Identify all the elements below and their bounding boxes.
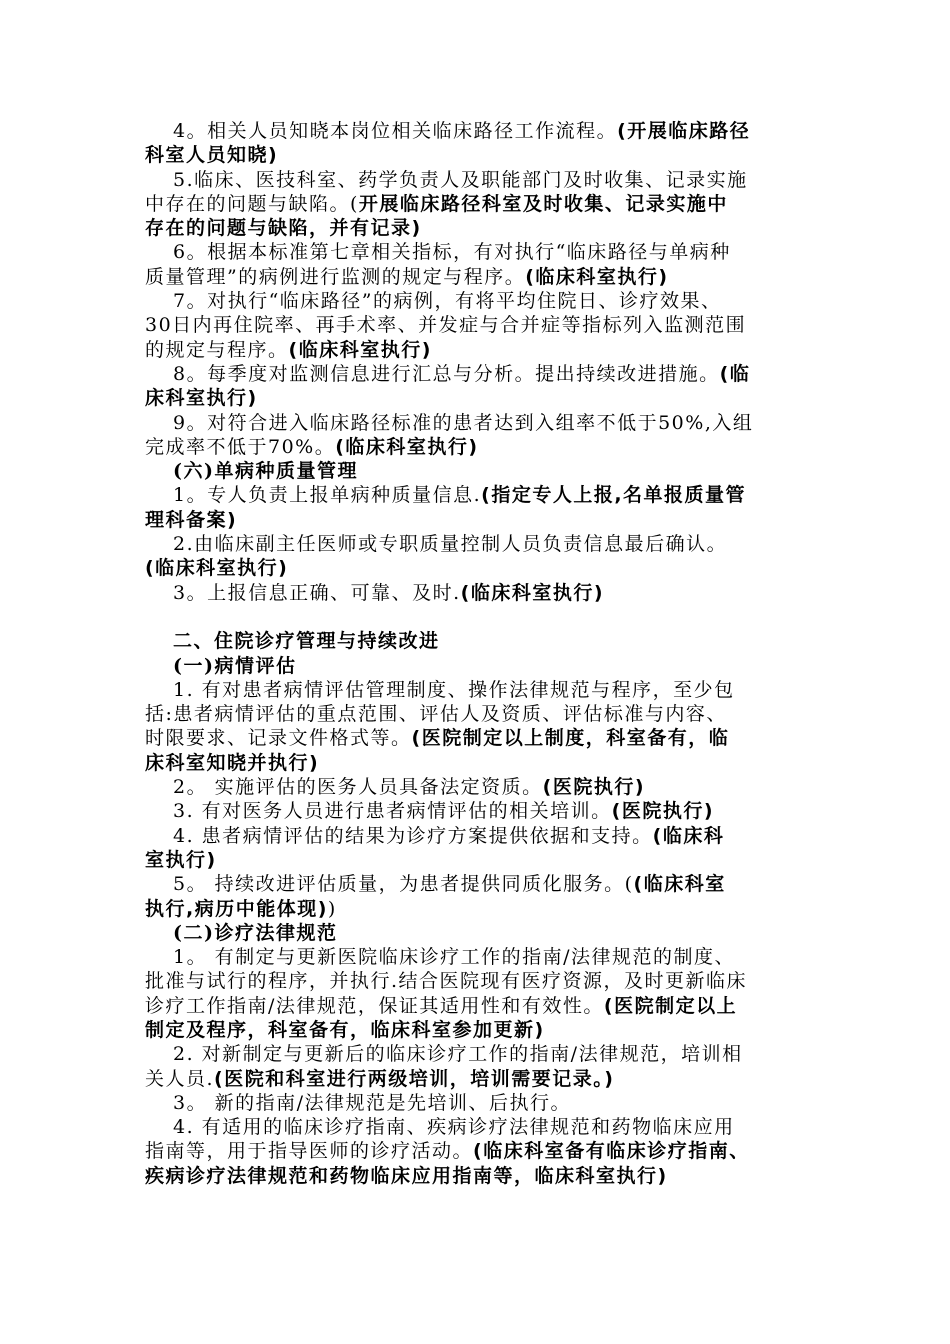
text-line [145,945,807,969]
requirement-note: (临床科室执行) [335,435,479,458]
paragraph [145,824,807,873]
text-line [145,775,807,799]
body-text: 2。 实施评估的医务人员具备法定资质。 [173,776,543,799]
text-line [145,581,807,605]
text-line [145,338,807,362]
text-line [145,751,807,775]
text-line [145,411,807,435]
text-line [145,1067,807,1091]
text-line [145,386,807,410]
paragraph [145,532,807,581]
text-line [145,508,807,532]
paragraph [145,411,807,460]
document-page [145,119,807,1188]
blank-line [145,605,807,629]
text-line [145,1164,807,1188]
requirement-note: (医院制定以上制度，科室备有，临 [411,727,730,750]
subsection-heading: (二)诊疗法律规范 [173,921,338,944]
body-text: 5。 持续改进评估质量，为患者提供同质化服务。( [173,873,634,896]
body-text: 3. 有对医务人员进行患者病情评估的相关培训。 [173,800,612,823]
body-text: 批准与试行的程序，并执行.结合医院现有医疗资源，及时更新临床 [145,970,748,993]
text-line [145,435,807,459]
text-line [145,1139,807,1163]
text-line [145,726,807,750]
body-text: 1。专人负责上报单病种质量信息. [173,484,482,507]
requirement-note: 理科备案) [145,508,238,531]
requirement-note: (医院和科室进行两级培训，培训需要记录。) [214,1067,615,1090]
requirement-note: 床科室执行) [145,387,258,410]
text-line [145,265,807,289]
text-line [145,143,807,167]
body-text: 2.由临床副主任医师或专职质量控制人员负责信息最后确认。 [173,533,728,556]
subsection-heading: (六)单病种质量管理 [173,460,358,483]
requirement-note: 室执行) [145,848,217,871]
text-line [145,119,807,143]
requirement-note: 制定及程序，科室备有，临床科室参加更新) [145,1018,545,1041]
requirement-note: (临 [719,362,751,385]
body-text: 3。上报信息正确、可靠、及时. [173,581,461,604]
paragraph [145,1042,807,1091]
text-line [145,289,807,313]
text-line [145,799,807,823]
text-line [145,994,807,1018]
paragraph [145,799,807,823]
text-line [145,702,807,726]
body-text: 4。相关人员知晓本岗位相关临床路径工作流程。 [173,120,618,142]
subsection-heading: (一)病情评估 [173,654,297,677]
paragraph [145,775,807,799]
requirement-note: (临床科室执行) [525,265,669,288]
paragraph [145,168,807,241]
body-text: 的规定与程序。 [145,338,289,361]
text-line [145,192,807,216]
text-line [145,1115,807,1139]
paragraph [145,483,807,532]
requirement-note: (医院制定以上 [603,994,738,1017]
text-line [145,824,807,848]
paragraph [145,872,807,921]
requirement-note: (开展临床路径 [617,120,751,142]
requirement-note: (临床科室执行) [460,581,605,604]
body-text: 3。 新的指南/法律规范是先培训、后执行。 [173,1091,572,1114]
body-text: 质量管理”的病例进行监测的规定与程序。 [145,265,526,288]
body-text: 中存在的问题与缺陷。( [145,192,359,215]
text-line [145,678,807,702]
body-text: 指南等，用于指导医师的诊疗活动。 [145,1140,474,1163]
text-line [145,362,807,386]
text-line [145,556,807,580]
text-line [145,532,807,556]
requirement-note: (医院执行) [542,776,646,799]
body-text: 6。根据本标准第七章相关指标，有对执行“临床路径与单病种 [173,241,731,264]
body-text: 1。 有制定与更新医院临床诊疗工作的指南/法律规范的制度、 [173,946,736,969]
body-text: 7。对执行“临床路径”的病例，有将平均住院日、诊疗效果、 [173,290,722,313]
body-text: 8。每季度对监测信息进行汇总与分析。提出持续改进措施。 [173,362,720,385]
body-text: 1. 有对患者病情评估管理制度、操作法律规范与程序，至少包 [173,678,735,701]
requirement-note: (临床科室 [633,873,726,896]
body-text: 9。对符合进入临床路径标准的患者达到入组率不低于50%,入组 [173,411,754,434]
requirement-note: 科室人员知晓) [145,144,279,167]
paragraph [145,240,807,289]
paragraph [145,581,807,605]
paragraph [145,945,807,1042]
text-line [145,1018,807,1042]
body-text: 30日内再住院率、再手术率、并发症与合并症等指标列入监测范围 [145,314,747,337]
requirement-note: 开展临床路径科室及时收集、记录实施中 [358,192,728,215]
body-text: ) [327,897,337,920]
text-line [145,969,807,993]
section-heading: 二、住院诊疗管理与持续改进 [173,630,440,653]
text-line [145,483,807,507]
requirement-note: 床科室知晓并执行) [145,751,320,774]
requirement-note: (临床科室执行) [288,338,432,361]
text-line [145,897,807,921]
paragraph [145,1115,807,1188]
body-text: 完成率不低于70%。 [145,435,336,458]
text-line [145,1091,807,1115]
text-line [145,216,807,240]
requirement-note: (指定专人上报,名单报质量管 [481,484,747,507]
text-line [145,313,807,337]
requirement-note: (临床科室执行) [145,557,289,580]
body-text: 4. 患者病情评估的结果为诊疗方案提供依据和支持。 [173,824,653,847]
requirement-note: (医院执行) [611,800,715,823]
text-line [145,1042,807,1066]
body-text: 括:患者病情评估的重点范围、评估人及资质、评估标准与内容、 [145,703,727,726]
paragraph [145,1091,807,1115]
body-text: 诊疗工作指南/法律规范，保证其适用性和有效性。 [145,994,604,1017]
body-text: 2. 对新制定与更新后的临床诊疗工作的指南/法律规范，培训相 [173,1043,743,1066]
paragraph [145,289,807,362]
requirement-note: 执行,病历中能体现) [145,897,328,920]
paragraph [145,678,807,775]
requirement-note: (临床科室备有临床诊疗指南、 [473,1140,750,1163]
text-line [145,848,807,872]
requirement-note: 存在的问题与缺陷，并有记录) [145,217,422,240]
paragraph [145,119,807,168]
body-text: 关人员. [145,1067,215,1090]
text-line [145,240,807,264]
paragraph [145,362,807,411]
requirement-note: (临床科 [652,824,725,847]
body-text: 时限要求、记录文件格式等。 [145,727,412,750]
requirement-note: 疾病诊疗法律规范和药物临床应用指南等，临床科室执行) [145,1164,668,1187]
body-text: 5.临床、医技科室、药学负责人及职能部门及时收集、记录实施 [173,168,748,191]
text-line [145,168,807,192]
text-line [145,872,807,896]
body-text: 4. 有适用的临床诊疗指南、疾病诊疗法律规范和药物临床应用 [173,1116,735,1139]
